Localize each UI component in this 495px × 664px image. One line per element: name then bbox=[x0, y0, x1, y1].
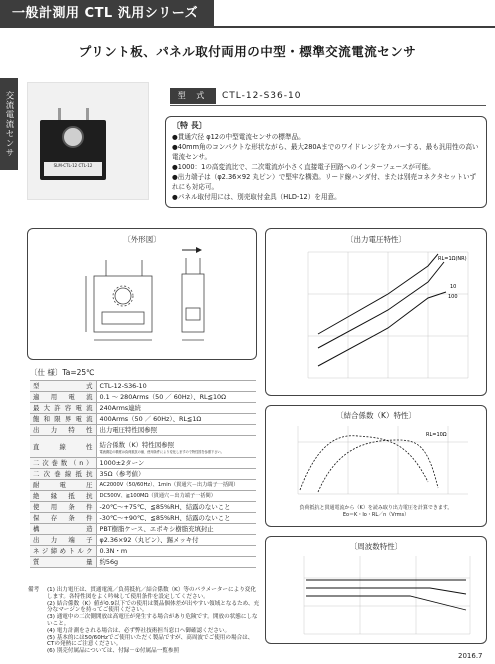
coupling-formula: Eo＝K・Io・RL／n（Vrms） bbox=[342, 512, 410, 518]
output-voltage-chart bbox=[278, 248, 478, 386]
outline-drawing bbox=[32, 246, 252, 354]
frequency-chart-title: 〔周波数特性〕 bbox=[349, 542, 403, 551]
note-item: (6) 別売付属品については、付録－①付属品一覧参照 bbox=[47, 648, 180, 655]
notes-list bbox=[47, 587, 260, 655]
output-chart-title: 〔出力電圧特性〕 bbox=[346, 235, 406, 244]
table-row: 最大許容電流 240Arms連続 bbox=[30, 403, 256, 414]
model-value: CTL-12-S36-10 bbox=[222, 91, 302, 101]
coupling-chart-title: 〔結合係数（K）特性〕 bbox=[336, 411, 416, 420]
feature-item: ●40mm角のコンパクトな形状ながら、最大280Aまでのワイドレンジをカバーする、最も汎用性の高い電流センサ。 bbox=[172, 143, 479, 161]
table-row: 構造 PBT樹脂ケース、エポキシ樹脂充填封止 bbox=[30, 524, 256, 535]
table-row: 質量 約56g bbox=[30, 557, 256, 568]
publication-date: 2016.7 bbox=[458, 652, 483, 660]
table-row: 二次巻数（n） 1000±2ターン bbox=[30, 458, 256, 469]
output-chart-label: RL=1Ω(NR) bbox=[438, 256, 467, 262]
table-row: 飽和限界電流 400Arms（50 ／ 60Hz）、RL≦1Ω bbox=[30, 414, 256, 425]
feature-item: ●1000：1の高変流比で、二次電流が小さく直接電子回路へのインターフェースが可能。 bbox=[172, 163, 435, 171]
model-tag: 型 式 bbox=[170, 88, 216, 104]
coupling-curve-label: RL=10Ω bbox=[426, 432, 447, 438]
note-item: (3) 通電中の二次側開放は高電圧が発生する場合があり危険です。開放の状態にしないこと。 bbox=[47, 614, 258, 627]
sensor-label: SLM-CTL-12 CTL-12 bbox=[44, 162, 102, 176]
feature-item: ●貫通穴径 φ12の中型電流センサの標準品。 bbox=[172, 133, 305, 141]
output-chart-label: 10 bbox=[450, 284, 457, 290]
output-chart-label: 100 bbox=[448, 294, 458, 300]
table-row: 保存条件 -30℃～+90℃、≦85%RH、結露のないこと bbox=[30, 513, 256, 524]
series-header: 一般計測用 CTL 汎用シリーズ bbox=[0, 0, 214, 28]
table-row: 二次巻線抵抗 35Ω（参考値） bbox=[30, 469, 256, 480]
model-underline bbox=[170, 105, 486, 106]
outline-drawing-title: 〔外形図〕 bbox=[123, 235, 161, 244]
feature-item: ●出力端子は（φ2.36×92 丸ピン）で堅牢な構造。リード線ハンダ付、または別売コネクタセットいずれにも対応可。 bbox=[172, 173, 477, 191]
note-item: (4) 電力計測をされる場合は、必ず弊社技術担当窓口へ御確認ください。 bbox=[47, 627, 231, 634]
spec-value: 結合係数（K）特性図参照 bbox=[99, 440, 174, 449]
note-item: (2) 結合係数（K）値が0.9以下での使用は製品個体差が出やすい領域となるため、充分なマージンを持ってご使用ください。 bbox=[47, 600, 260, 614]
table-row: 使用条件 -20℃～+75℃、≦85%RH、結露のないこと bbox=[30, 502, 256, 513]
feature-item: ●パネル取付用には、別売取付金具（HLD-12）を用意。 bbox=[172, 193, 341, 201]
table-row: 絶縁抵抗 DC500V、≧100MΩ（貫通穴－出力端子一括間） bbox=[30, 491, 256, 502]
category-side-tab: 交流電流センサ bbox=[0, 78, 18, 170]
features-list bbox=[172, 132, 480, 202]
table-row: 耐電圧 AC2000V（50/60Hz）、1min（貫通穴－出力端子一括間） bbox=[30, 480, 256, 491]
spec-table bbox=[30, 380, 256, 568]
features-title: 〔特 長〕 bbox=[172, 121, 207, 130]
table-row: 出力端子 φ2.36×92（丸ピン）、錫メッキ付 bbox=[30, 535, 256, 546]
notes-label: 備考 bbox=[28, 587, 40, 593]
table-row: 直線性 結合係数（K）特性図参照 電流測定の精度は負荷抵抗の値、使用条件により変化しますので特性図を参照下さい。 bbox=[30, 436, 256, 458]
sensor-through-hole bbox=[62, 126, 84, 148]
spec-condition: 〔仕 様〕Ta=25℃ bbox=[30, 368, 95, 377]
table-row: 出力特性 出力電圧特性図参照 bbox=[30, 425, 256, 436]
coupling-coefficient-chart bbox=[278, 422, 478, 498]
note-item: (1) 出力電圧は、貫通電流／負荷抵抗／結合係数（K）等のパラメーターにより変化します。各特性図をよく吟味して使用条件を設定してください。 bbox=[47, 587, 256, 600]
table-row: 適用電流 0.1 ～ 280Arms（50 ／ 60Hz）、RL≦10Ω bbox=[30, 392, 256, 403]
spec-note: 電流測定の精度は負荷抵抗の値、使用条件により変化しますので特性図を参照下さい。 bbox=[99, 449, 224, 454]
frequency-chart bbox=[280, 554, 476, 638]
coupling-caption bbox=[272, 505, 480, 519]
header-rule bbox=[214, 26, 495, 28]
coupling-caption-line: 負荷抵抗と貫通電流から（K）を読み取り出力電圧を計算できます。 bbox=[299, 505, 453, 511]
note-item: (5) 基本的には50/60Hzでご使用いただく製品ですが、高周波でご使用の場合は、CTの発熱にご注意ください。 bbox=[47, 634, 254, 648]
page-title: プリント板、パネル取付両用の中型・標準交流電流センサ bbox=[78, 44, 417, 59]
table-row: ネジ締めトルク 0.3N・m bbox=[30, 546, 256, 557]
table-row: 型式 CTL-12-S36-10 bbox=[30, 381, 256, 392]
